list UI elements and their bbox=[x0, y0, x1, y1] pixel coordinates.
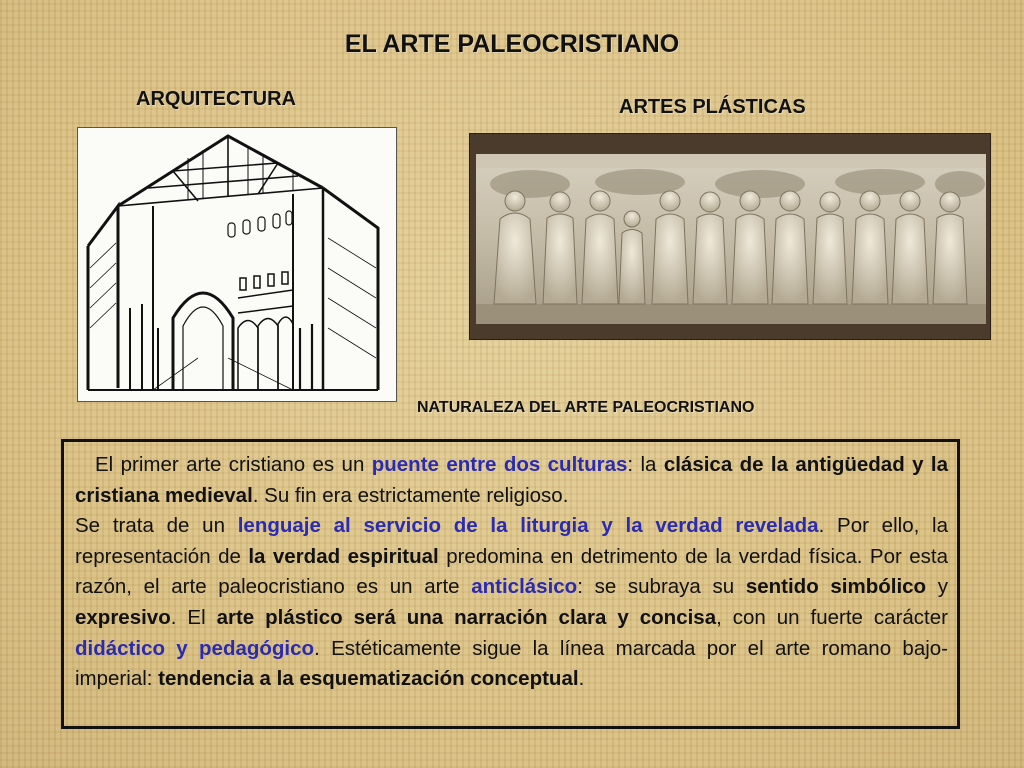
page-title: EL ARTE PALEOCRISTIANO bbox=[344, 30, 680, 58]
basilica-illustration bbox=[78, 128, 396, 401]
highlight-puente: puente entre dos culturas bbox=[371, 453, 628, 476]
paragraph-1: El primer arte cristiano es un puente entre dos culturas: la clásica de la antigüedad y la cristiana medieval. Su fin era estrictamente religioso. bbox=[75, 453, 948, 507]
sarcophagus-relief bbox=[469, 133, 991, 340]
highlight-anticlasico: anticlásico bbox=[471, 575, 578, 599]
relief-image bbox=[470, 134, 990, 339]
highlight-didactico: didáctico y pedagógico bbox=[75, 636, 315, 660]
bold-sentido-simbolico: sentido simbólico bbox=[745, 575, 927, 599]
bold-arte-plastico: arte plástico será una narración clara y concisa bbox=[216, 605, 717, 629]
bold-tendencia: tendencia a la esquematización conceptual bbox=[158, 667, 579, 691]
paragraph-2: Se trata de un lenguaje al servicio de la liturgia y la verdad revelada. Por ello, la representación de la verdad espiritual predomina en detrimento de la verdad física. Por esta razón, el arte paleocristiano es un arte anticlásico: se subraya su sentido simbólico y expresivo. El arte plástico será una narración clara y concisa, con un fuerte carácter didáctico y pedagógico. Estéticamente sigue la línea marcada por el arte romano bajo-imperial: tendencia a la esquematización conceptual. bbox=[75, 514, 949, 691]
bold-verdad-espiritual: la verdad espiritual bbox=[248, 544, 439, 568]
bold-clasica: clásica de la antigüedad y la cristiana medieval bbox=[75, 453, 948, 507]
bold-expresivo: expresivo bbox=[75, 605, 171, 629]
heading-naturaleza: NATURALEZA DEL ARTE PALEOCRISTIANO bbox=[417, 399, 755, 416]
heading-arquitectura: ARQUITECTURA bbox=[136, 88, 296, 110]
highlight-lenguaje: lenguaje al servicio de la liturgia y la verdad revelada bbox=[237, 514, 819, 538]
heading-artes-plasticas: ARTES PLÁSTICAS bbox=[619, 96, 806, 118]
basilica-drawing bbox=[77, 127, 397, 402]
description-box bbox=[61, 439, 960, 729]
